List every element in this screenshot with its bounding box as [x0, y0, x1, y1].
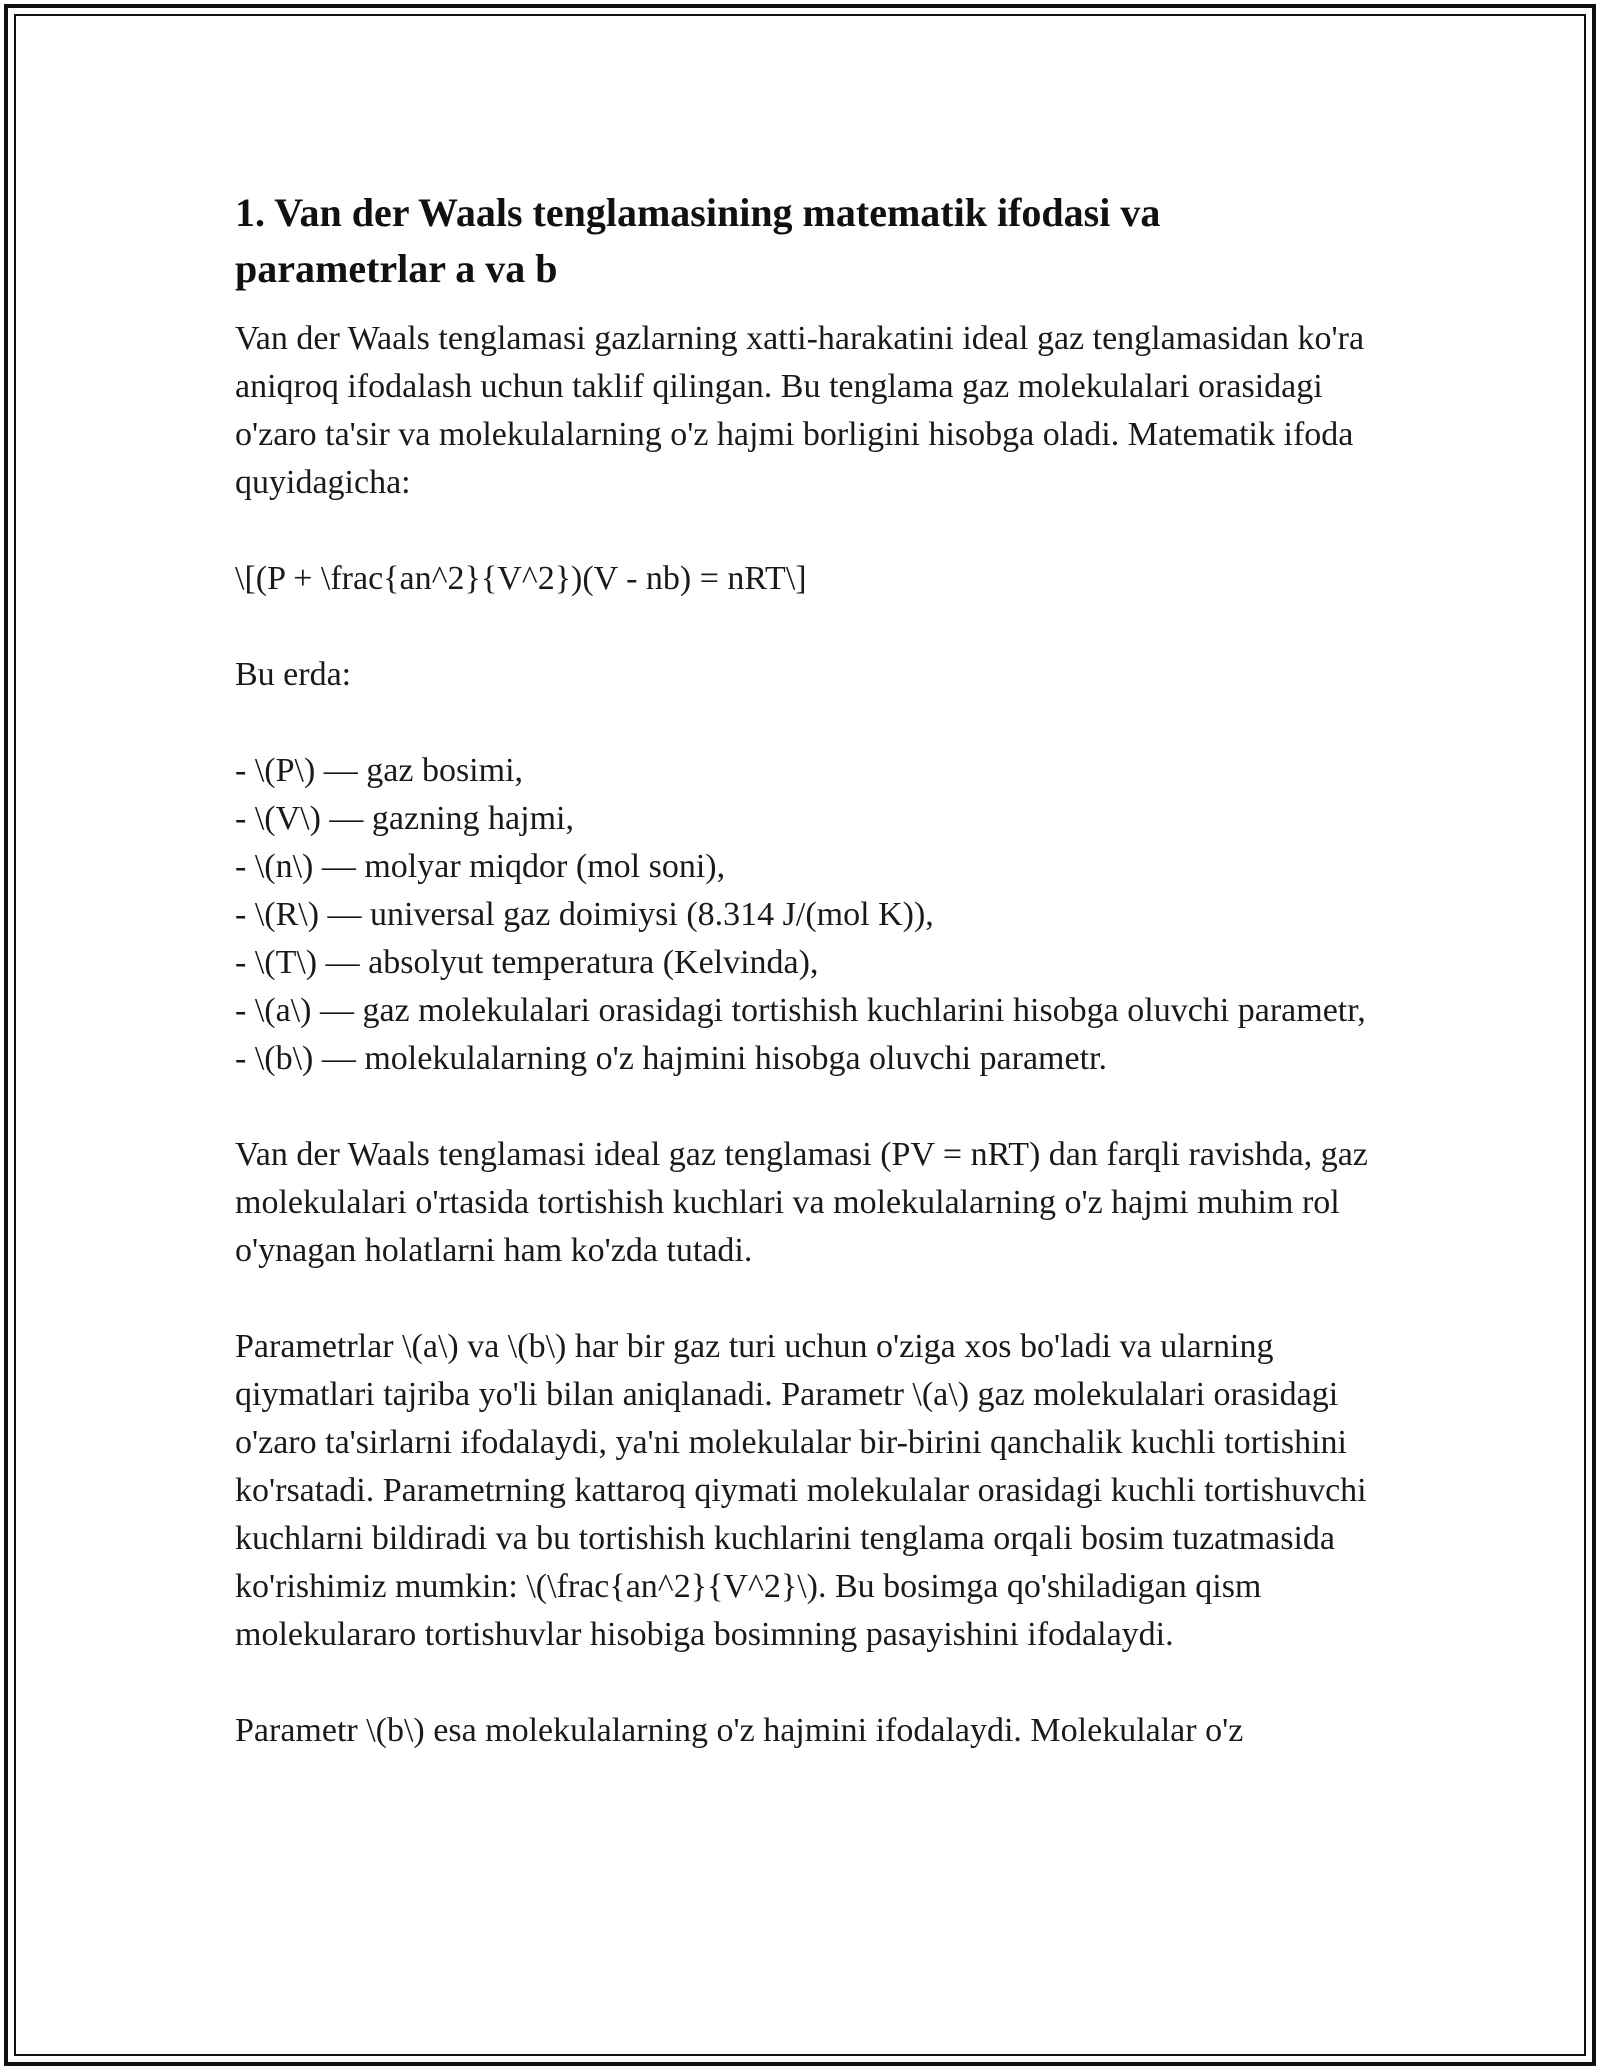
comparison-paragraph: Van der Waals tenglamasi ideal gaz tenglamasi (PV = nRT) dan farqli ravishda, gaz molekulalari o'rtasida tortishish kuchlari va molekulalarning o'z hajmi muhim rol o'ynagan holatlarni ham ko'zda tutadi.	[235, 1136, 1368, 1269]
definition-item: - \(P\) — gaz bosimi,	[235, 752, 524, 789]
document-body	[235, 185, 1375, 1803]
parameter-b-paragraph: Parametr \(b\) esa molekulalarning o'z hajmini ifodalaydi. Molekulalar o'z	[235, 1712, 1244, 1749]
definition-item: - \(b\) — molekulalarning o'z hajmini hisobga oluvchi parametr.	[235, 1040, 1107, 1077]
definition-item: - \(T\) — absolyut temperatura (Kelvinda),	[235, 944, 819, 981]
section-heading: 1. Van der Waals tenglamasining matematik ifodasi va parametrlar a va b	[235, 190, 1161, 291]
definition-item: - \(n\) — molyar miqdor (mol soni),	[235, 848, 726, 885]
where-label: Bu erda:	[235, 656, 352, 693]
intro-paragraph: Van der Waals tenglamasi gazlarning xatti-harakatini ideal gaz tenglamasidan ko'ra aniqroq ifodalash uchun taklif qilingan. Bu tenglama gaz molekulalari orasidagi o'zaro ta'sir va molekulalarning o'z hajmi borligini hisobga oladi. Matematik ifoda quyidagicha:	[235, 320, 1365, 501]
definition-item: - \(R\) — universal gaz doimiysi (8.314 J/(mol K)),	[235, 896, 934, 933]
equation-line: \[(P + \frac{an^2}{V^2})(V - nb) = nRT\]	[235, 560, 807, 597]
parameters-paragraph: Parametrlar \(a\) va \(b\) har bir gaz turi uchun o'ziga xos bo'ladi va ularning qiymatlari tajriba yo'li bilan aniqlanadi. Parametr \(a\) gaz molekulalari orasidagi o'zaro ta'sirlarni ifodalaydi, ya'ni molekulalar bir-birini qanchalik kuchli tortishini ko'rsatadi. Parametrning kattaroq qiymati molekulalar orasidagi kuchli tortishuvchi kuchlarni bildiradi va bu tortishish kuchlarini tenglama orqali bosim tuzatmasida ko'rishimiz mumkin: \(\frac{an^2}{V^2}\). Bu bosimga qo'shiladigan qism molekulararo tortishuvlar hisobiga bosimning pasayishini ifodalaydi.	[235, 1328, 1367, 1653]
definition-item: - \(a\) — gaz molekulalari orasidagi tortishish kuchlarini hisobga oluvchi parametr,	[235, 992, 1366, 1029]
definition-item: - \(V\) — gazning hajmi,	[235, 800, 574, 837]
definition-list	[235, 747, 1375, 1083]
